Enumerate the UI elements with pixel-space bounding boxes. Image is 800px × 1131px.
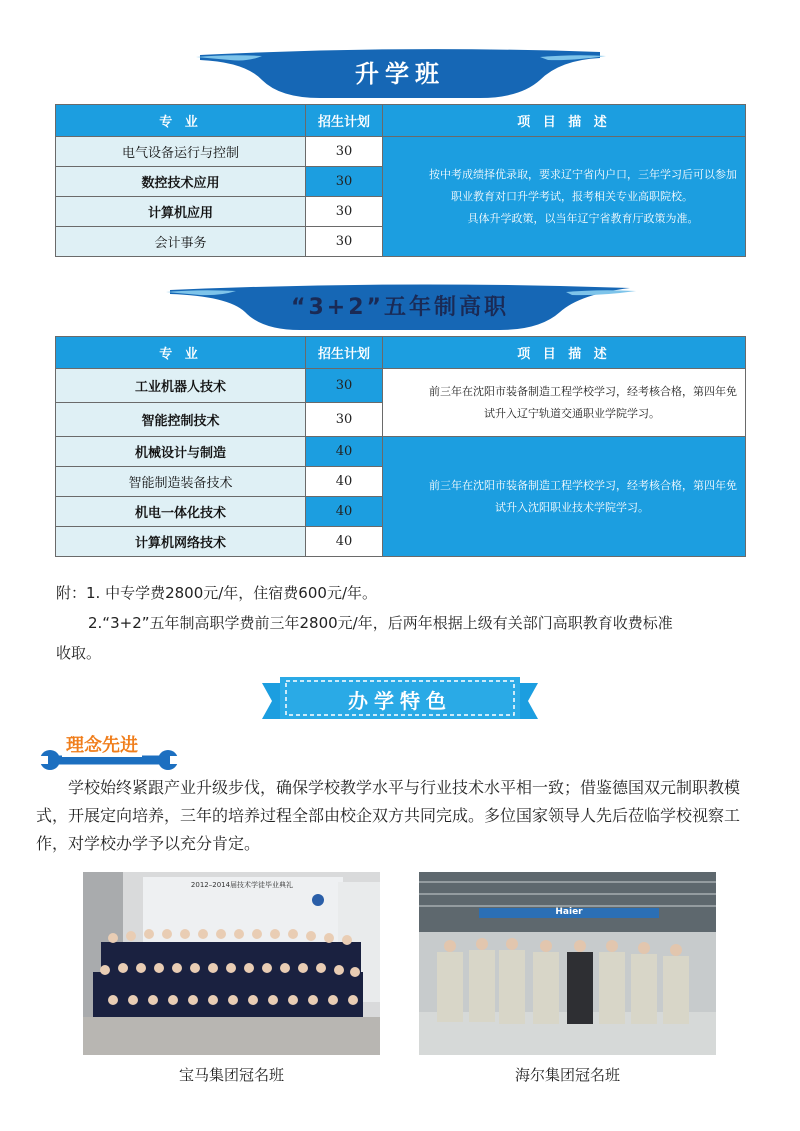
note-line-2: 2.“3+2”五年制高职学费前三年2800元/年，后两年根据上级有关部门高职教育收费标准 (88, 614, 673, 632)
section1-table (55, 104, 746, 257)
table-row-major: 计算机网络技术 (56, 527, 306, 557)
section2-description-a (383, 369, 746, 437)
section3-body: 学校始终紧跟产业升级步伐，确保学校教学水平与行业技术水平相一致；借鉴德国双元制职教模式，开展定向培养，三年的培养过程全部由校企双方共同完成。多位国家领导人先后莅临学校视察工作，对学校办学予以充分肯定。 (36, 778, 741, 853)
table-row-plan: 40 (306, 497, 383, 527)
section3-ribbon (262, 675, 538, 727)
haier-caption: 海尔集团冠名班 (514, 1066, 620, 1084)
header-major: 专 业 (56, 337, 306, 369)
section1-banner (0, 40, 800, 110)
table-row-major: 智能控制技术 (56, 403, 306, 437)
bmw-caption: 宝马集团冠名班 (178, 1066, 284, 1084)
table-row-plan: 30 (306, 197, 383, 227)
bmw-banner-text: 2012–2014届技术学徒毕业典礼 (190, 881, 294, 889)
section3-title: 办学特色 (348, 689, 452, 713)
section1-title: 升学班 (355, 60, 445, 88)
section3-subtitle: 理念先进 (62, 731, 142, 757)
header-plan: 招生计划 (306, 105, 383, 137)
desc-paragraph: 前三年在沈阳市装备制造工程学校学习，经考核合格，第四年免试升入沈阳职业技术学院学习。 (429, 478, 737, 514)
factory-photo-illustration (419, 872, 716, 1055)
table-row-major: 机电一体化技术 (56, 497, 306, 527)
desc-paragraph: 前三年在沈阳市装备制造工程学校学习，经考核合格，第四年免试升入辽宁轨道交通职业学院学习。 (429, 384, 737, 420)
section2-title: “3+2”五年制高职 (291, 295, 509, 320)
header-plan: 招生计划 (306, 337, 383, 369)
table-row-plan: 30 (306, 137, 383, 167)
table-row-major: 智能制造装备技术 (56, 467, 306, 497)
group-photo-illustration (83, 872, 380, 1055)
table-row-plan: 30 (306, 167, 383, 197)
header-desc: 项 目 描 述 (383, 337, 746, 369)
desc-paragraph: 具体升学政策，以当年辽宁省教育厅政策为准。 (467, 211, 699, 225)
section2-banner (0, 272, 800, 342)
table-row-major: 计算机应用 (56, 197, 306, 227)
header-major: 专 业 (56, 105, 306, 137)
table-row-plan: 30 (306, 403, 383, 437)
fee-notes (56, 578, 756, 668)
haier-class-photo (419, 872, 716, 1055)
table-row-major: 数控技术应用 (56, 167, 306, 197)
bmw-class-photo (83, 872, 380, 1055)
section2-table (55, 336, 746, 557)
section2-description-b (383, 437, 746, 557)
table-row-plan: 40 (306, 467, 383, 497)
table-row-plan: 40 (306, 527, 383, 557)
table-row-plan: 40 (306, 437, 383, 467)
table-row-plan: 30 (306, 369, 383, 403)
table-row-plan: 30 (306, 227, 383, 257)
header-desc: 项 目 描 述 (383, 105, 746, 137)
note-line-3: 收取。 (56, 644, 102, 662)
desc-paragraph: 按中考成绩择优录取，要求辽宁省内户口，三年学习后可以参加职业教育对口升学考试，报考相关专业高职院校。 (429, 167, 737, 203)
table-row-major: 机械设计与制造 (56, 437, 306, 467)
table-row-major: 会计事务 (56, 227, 306, 257)
table-row-major: 工业机器人技术 (56, 369, 306, 403)
haier-banner-text: Haier (555, 907, 583, 917)
section1-description (383, 137, 746, 257)
table-row-major: 电气设备运行与控制 (56, 137, 306, 167)
note-line-1: 附：1. 中专学费2800元/年，住宿费600元/年。 (56, 584, 377, 602)
